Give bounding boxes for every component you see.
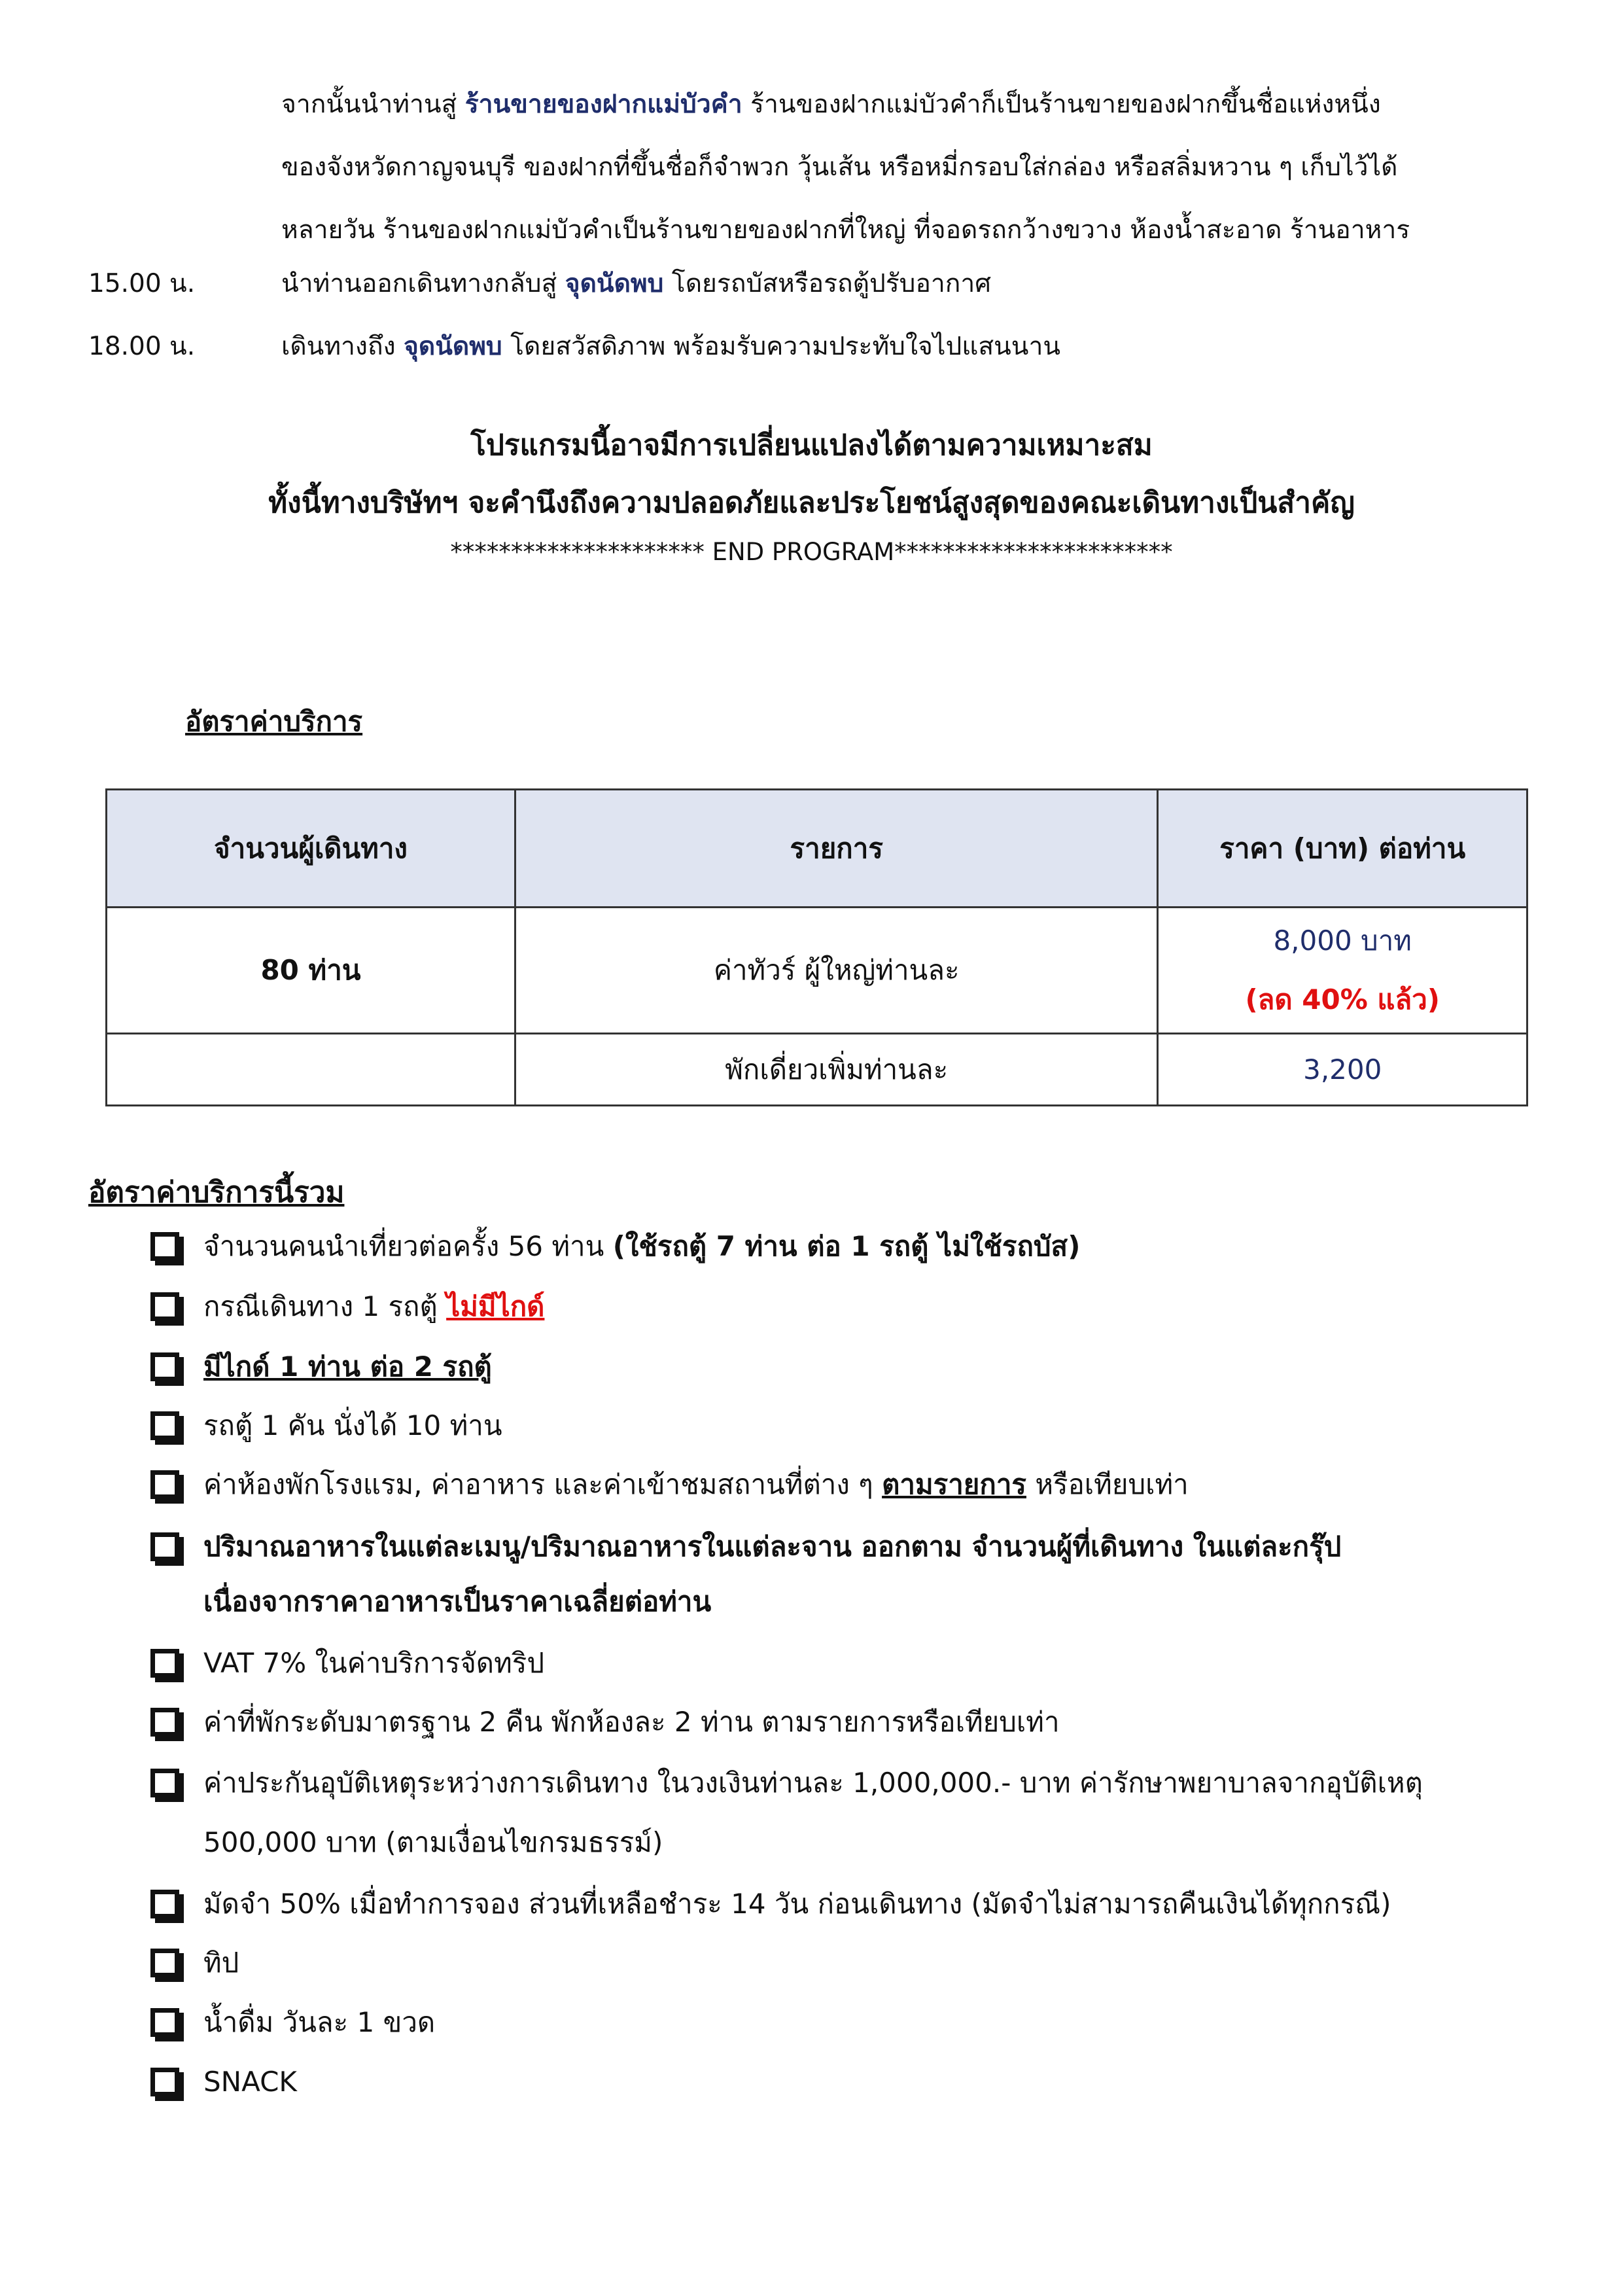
row-text: นำท่านออกเดินทางกลับสู่ xyxy=(281,269,565,298)
itinerary-row-1500 xyxy=(88,253,1527,315)
continuation-line2: ของจังหวัดกาญจนบุรี ของฝากที่ขึ้นชื่อก็จำพวก วุ้นเส้น หรือหมี่กรอบใส่กล่อง หรือสลิ่มหวาน ๆ เก็บไว้ได้ xyxy=(281,152,1398,182)
row-text: โดยรถบัสหรือรถตู้ปรับอากาศ xyxy=(663,269,992,298)
include-item xyxy=(203,1280,544,1333)
checkbox-icon xyxy=(150,1470,179,1499)
checkbox-icon xyxy=(150,1352,179,1381)
checkbox-icon xyxy=(150,1411,179,1440)
no-guide-note: ไม่มีไกด์ xyxy=(446,1290,545,1322)
include-item-continued: 500,000 บาท (ตามเงื่อนไขกรมธรรม์) xyxy=(203,1826,663,1858)
table-row xyxy=(107,1034,1527,1106)
include-item: ทิป xyxy=(203,1947,239,1979)
header-price: ราคา (บาท) ต่อท่าน xyxy=(1158,790,1527,908)
meeting-point: จุดนัดพบ xyxy=(404,332,502,361)
checkbox-icon xyxy=(150,1890,179,1918)
item-text: กรณีเดินทาง 1 รถตู้ xyxy=(203,1290,447,1322)
row-text: โดยสวัสดิภาพ พร้อมรับความประทับใจไปแสนนาน xyxy=(502,332,1061,361)
table-row xyxy=(107,908,1527,1034)
table-header-row xyxy=(107,790,1527,908)
include-item: VAT 7% ในค่าบริการจัดทริป xyxy=(203,1647,544,1679)
price-cell xyxy=(1158,908,1527,1034)
checkbox-icon xyxy=(150,1532,179,1561)
item-text: หรือเทียบเท่า xyxy=(1026,1468,1189,1500)
end-program: ********************* END PROGRAM*********************** xyxy=(450,538,1173,566)
checkbox-icon xyxy=(150,1232,179,1261)
checkbox-icon xyxy=(150,2068,179,2096)
checkbox-icon xyxy=(150,1769,179,1797)
checkbox-icon xyxy=(150,2008,179,2037)
item-cell: พักเดี่ยวเพิ่มท่านละ xyxy=(515,1034,1157,1106)
notice-line1: โปรแกรมนี้อาจมีการเปลี่ยนแปลงได้ตามความเหมาะสม xyxy=(470,429,1153,462)
item-emphasis: ตามรายการ xyxy=(882,1468,1026,1500)
include-item: SNACK xyxy=(203,2066,297,2098)
itinerary-row-1800 xyxy=(88,315,1527,378)
checkbox-icon xyxy=(150,1292,179,1321)
time-label: 15.00 น. xyxy=(88,269,196,298)
include-item: ค่าประกันอุบัติเหตุระหว่างการเดินทาง ในวงเงินท่านละ 1,000,000.- บาท ค่ารักษาพยาบาลจากอุบัติเหตุ xyxy=(203,1767,1423,1799)
notice-line2: ทั้งนี้ทางบริษัทฯ จะคำนึงถึงความปลอดภัยและประโยชน์สูงสุดของคณะเดินทางเป็นสำคัญ xyxy=(268,486,1355,520)
checkbox-icon xyxy=(150,1708,179,1737)
include-item: ค่าที่พักระดับมาตรฐาน 2 คืน พักห้องละ 2 ท่าน ตามรายการหรือเทียบเท่า xyxy=(203,1706,1060,1738)
item-cell: ค่าทัวร์ ผู้ใหญ่ท่านละ xyxy=(515,908,1157,1034)
rates-table xyxy=(105,788,1528,1106)
checkbox-icon xyxy=(150,1949,179,1977)
time-label: 18.00 น. xyxy=(88,332,196,361)
discount-note: (ลด 40% แล้ว) xyxy=(1245,983,1440,1016)
include-item: รถตู้ 1 คัน นั่งได้ 10 ท่าน xyxy=(203,1409,502,1441)
price-value: 3,200 xyxy=(1158,1034,1527,1106)
header-item: รายการ xyxy=(515,790,1157,908)
item-text: จำนวนคนนำเที่ยวต่อครั้ง 56 ท่าน xyxy=(203,1230,613,1262)
row-text: เดินทางถึง xyxy=(281,332,404,361)
price-value: 8,000 บาท xyxy=(1273,925,1412,957)
include-item-continued: เนื่องจากราคาอาหารเป็นราคาเฉลี่ยต่อท่าน xyxy=(203,1585,712,1617)
include-item xyxy=(203,1458,1189,1511)
itinerary-continuation xyxy=(281,73,1563,262)
includes-heading: อัตราค่าบริการนี้รวม xyxy=(88,1176,345,1209)
include-item: ปริมาณอาหารในแต่ละเมนู/ปริมาณอาหารในแต่ละจาน ออกตาม จำนวนผู้ที่เดินทาง ในแต่ละกรุ๊ป xyxy=(203,1530,1342,1563)
include-item: มีไกด์ 1 ท่าน ต่อ 2 รถตู้ xyxy=(203,1351,492,1383)
souvenir-shop-name: ร้านขายของฝากแม่บัวคำ xyxy=(464,90,742,119)
continuation-line3: หลายวัน ร้านของฝากแม่บัวคำเป็นร้านขายของฝากที่ใหญ่ ที่จอดรถกว้างขวาง ห้องน้ำสะอาด ร้านอาหาร xyxy=(281,215,1410,245)
continuation-line1-rest: ร้านของฝากแม่บัวคำก็เป็นร้านขายของฝากขึ้นชื่อแห่งหนึ่ง xyxy=(742,90,1381,119)
include-item: มัดจำ 50% เมื่อทำการจอง ส่วนที่เหลือชำระ 14 วัน ก่อนเดินทาง (มัดจำไม่สามารถคืนเงินได้ทุกกรณี) xyxy=(203,1888,1391,1920)
include-item: น้ำดื่ม วันละ 1 ขวด xyxy=(203,2006,436,2038)
header-pax: จำนวนผู้เดินทาง xyxy=(107,790,515,908)
checkbox-icon xyxy=(150,1649,179,1678)
rates-heading: อัตราค่าบริการ xyxy=(185,705,363,737)
pax-cell: 80 ท่าน xyxy=(107,908,515,1034)
pax-cell xyxy=(107,1034,515,1106)
meeting-point: จุดนัดพบ xyxy=(565,269,664,298)
continuation-prefix: จากนั้นนำท่านสู่ xyxy=(281,90,465,119)
include-item xyxy=(203,1220,1080,1273)
item-text: ค่าห้องพักโรงแรม, ค่าอาหาร และค่าเข้าชมสถานที่ต่าง ๆ xyxy=(203,1468,882,1500)
item-emphasis: (ใช้รถตู้ 7 ท่าน ต่อ 1 รถตู้ ไม่ใช้รถบัส) xyxy=(612,1230,1081,1262)
